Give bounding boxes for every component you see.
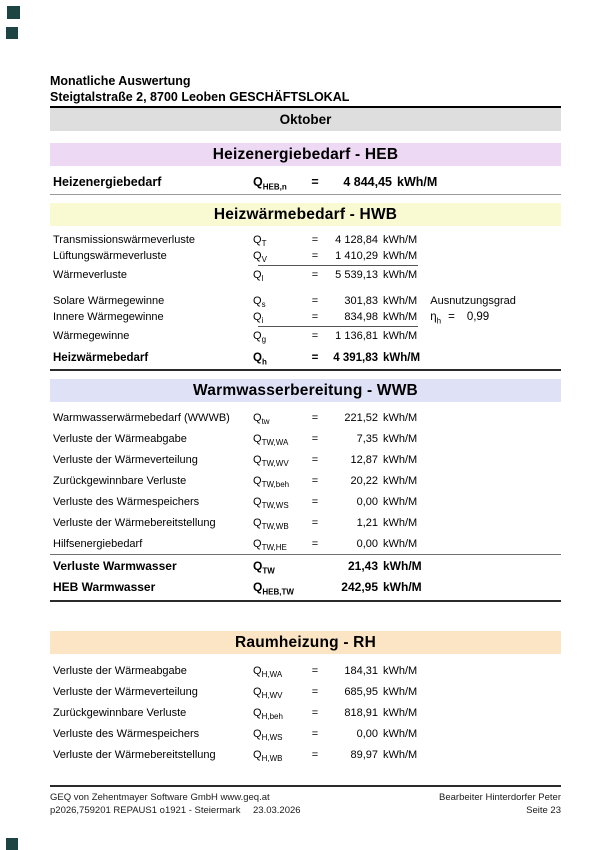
- row-value: 0,00: [356, 495, 378, 508]
- table-row: [50, 449, 561, 470]
- quantity-symbol-subscript: H,beh: [261, 711, 283, 721]
- wwb-rows: [50, 402, 561, 597]
- corner-mark: [6, 27, 18, 39]
- row-value: 0,00: [356, 727, 378, 740]
- row-label: Verluste des Wärmespeichers: [53, 495, 200, 508]
- table-row: [50, 555, 561, 576]
- row-unit: kWh/M: [383, 250, 418, 262]
- quantity-symbol: $Q_{H,WV}$: [253, 685, 283, 700]
- table-row: [50, 681, 561, 702]
- row-label: Zurückgewinnbare Verluste: [53, 706, 187, 719]
- row-value: 4 844,45: [343, 175, 392, 189]
- table-row: [50, 428, 561, 449]
- equals-sign: =: [311, 727, 319, 740]
- row-unit: kWh/M: [383, 516, 418, 529]
- hwb-rows: [50, 226, 561, 366]
- table-row: [50, 248, 561, 264]
- quantity-symbol: $Q_{TW,HE}$: [253, 537, 287, 552]
- quantity-symbol-subscript: TW: [262, 565, 275, 575]
- quantity-symbol-subscript: h: [261, 357, 267, 367]
- wwb-divider: [50, 600, 561, 602]
- footer-company: GEQ von Zehentmayer Software GmbH www.geq.at: [50, 792, 270, 803]
- table-row: [50, 723, 561, 744]
- quantity-symbol-subscript: V: [261, 255, 267, 265]
- row-unit: kWh/M: [383, 537, 418, 550]
- row-value: 7,35: [356, 432, 378, 445]
- quantity-symbol-subscript: TW,WB: [261, 521, 289, 531]
- equals-sign: =: [311, 706, 319, 719]
- section-header-hwb: [50, 203, 561, 226]
- quantity-symbol: $Q_{H,WA}$: [253, 664, 283, 679]
- equals-sign: =: [311, 453, 319, 466]
- quantity-symbol: $Q_{TW,WB}$: [253, 516, 289, 531]
- section-title-hwb: Heizwärmebedarf - HWB: [213, 205, 398, 223]
- quantity-symbol: $Q_{H,WB}$: [253, 748, 283, 763]
- quantity-symbol: $Q_{H,WS}$: [253, 727, 283, 742]
- row-value: 221,52: [344, 411, 378, 424]
- row-label: Verluste der Wärmeverteilung: [53, 453, 198, 466]
- row-unit: kWh/M: [383, 311, 418, 323]
- row-value: 4 128,84: [335, 234, 378, 246]
- equals-sign: =: [311, 295, 319, 307]
- row-value: 89,97: [350, 748, 378, 761]
- efficiency-note: [430, 311, 490, 326]
- quantity-symbol-subscript: H,WA: [261, 669, 283, 679]
- equals-sign: =: [311, 352, 319, 364]
- equals-sign: =: [311, 175, 319, 189]
- page-footer: [50, 785, 561, 817]
- equals-sign: =: [311, 474, 319, 487]
- row-unit: kWh/M: [383, 685, 418, 698]
- section-title-wwb: Warmwasserbereitung - WWB: [193, 381, 418, 399]
- heb-divider: [50, 194, 561, 195]
- row-label: Lüftungswärmeverluste: [53, 250, 167, 262]
- row-value: 1 136,81: [335, 330, 378, 342]
- quantity-symbol-subscript: tw: [261, 416, 270, 426]
- row-value: 20,22: [350, 474, 378, 487]
- footer-date: 23.03.2026: [253, 805, 301, 816]
- footer-project: p2026,759201 REPAUS1 o1921 - Steiermark: [50, 805, 241, 816]
- quantity-symbol-subscript: g: [261, 335, 267, 345]
- footer-line-1: [50, 791, 561, 804]
- row-unit: kWh/M: [383, 558, 422, 573]
- row-gap: [50, 283, 561, 293]
- quantity-symbol: $Q_{TW,beh}$: [253, 474, 290, 489]
- equals-sign: =: [311, 250, 319, 262]
- row-label: Verluste der Wärmebereitstellung: [53, 748, 216, 761]
- quantity-symbol: $Q_s$: [253, 295, 266, 310]
- row-value: 0,00: [356, 537, 378, 550]
- row-unit: kWh/M: [383, 727, 418, 740]
- row-label: Wärmegewinne: [53, 330, 130, 342]
- report-title: Monatliche Auswertung: [50, 74, 191, 88]
- table-row: [50, 267, 561, 283]
- quantity-symbol-subscript: s: [261, 300, 266, 310]
- quantity-symbol: $Q_{tw}$: [253, 411, 270, 426]
- row-value: 834,98: [344, 311, 378, 323]
- table-row: [50, 293, 561, 309]
- quantity-symbol-subscript: H,WB: [261, 753, 283, 763]
- month-label: Oktober: [279, 112, 332, 127]
- doc-header: [50, 73, 561, 105]
- row-unit: kWh/M: [383, 453, 418, 466]
- sum-rule: [258, 265, 418, 266]
- row-unit: kWh/M: [383, 579, 422, 594]
- row-unit: kWh/M: [383, 706, 418, 719]
- table-row: [50, 350, 561, 366]
- row-label: Heizwärmebedarf: [53, 352, 149, 364]
- quantity-symbol-subscript: TW,WA: [261, 437, 289, 447]
- quantity-symbol: $Q_h$: [253, 352, 267, 367]
- row-unit: kWh/M: [383, 474, 418, 487]
- table-row: [50, 232, 561, 248]
- quantity-symbol: $Q_{TW}$: [253, 558, 275, 575]
- report-content: [50, 0, 561, 817]
- table-row: [50, 744, 561, 765]
- quantity-symbol-subscript: TW,HE: [261, 542, 287, 552]
- row-value: 685,95: [344, 685, 378, 698]
- quantity-symbol-subscript: TW,WS: [261, 500, 289, 510]
- row-unit: kWh/M: [383, 748, 418, 761]
- row-value: 4 391,83: [333, 352, 378, 364]
- equals-sign: =: [311, 330, 319, 342]
- equals-sign: =: [311, 311, 319, 323]
- quantity-symbol-subscript: H,WS: [261, 732, 283, 742]
- row-value: 818,91: [344, 706, 378, 719]
- table-row: [50, 407, 561, 428]
- quantity-symbol: $Q_{TW,WV}$: [253, 453, 289, 468]
- row-value: 12,87: [350, 453, 378, 466]
- eta-value: 0,99: [466, 311, 490, 323]
- section-header-rh: [50, 631, 561, 654]
- quantity-symbol: $Q_{TW,WA}$: [253, 432, 289, 447]
- row-label: HEB Warmwasser: [53, 579, 156, 594]
- footer-spacer: [301, 804, 527, 817]
- row-label: Heizenergiebedarf: [53, 175, 162, 189]
- quantity-symbol: $Q_{HEB,n}$: [253, 175, 287, 192]
- row-value: 301,83: [344, 295, 378, 307]
- quantity-symbol-subscript: HEB,TW: [262, 586, 294, 596]
- quantity-symbol: $Q_{H,beh}$: [253, 706, 283, 721]
- quantity-symbol: $Q_{TW,WS}$: [253, 495, 289, 510]
- row-label: Transmissionswärmeverluste: [53, 234, 196, 246]
- section-title-rh: Raumheizung - RH: [235, 633, 376, 651]
- quantity-symbol: $Q_l$: [253, 269, 264, 284]
- equals-sign: =: [311, 234, 319, 246]
- quantity-symbol-subscript: TW,WV: [261, 458, 289, 468]
- equals-sign: =: [311, 685, 319, 698]
- row-value: 5 539,13: [335, 269, 378, 281]
- hwb-divider: [50, 369, 561, 371]
- table-row: [50, 173, 561, 191]
- equals-sign: =: [311, 748, 319, 761]
- row-value: 242,95: [341, 579, 378, 594]
- row-label: Wärmeverluste: [53, 269, 127, 281]
- footer-spacer: [270, 791, 439, 804]
- quantity-symbol-subscript: T: [261, 239, 267, 249]
- equals-sign: =: [311, 537, 319, 550]
- equals-sign: =: [311, 516, 319, 529]
- eta-symbol-subscript: h: [436, 316, 442, 326]
- equals-sign: =: [311, 432, 319, 445]
- report-address: Steigtalstraße 2, 8700 Leoben GESCHÄFTSLOKAL: [50, 90, 350, 104]
- row-label: Verluste der Wärmeverteilung: [53, 685, 198, 698]
- row-value: 21,43: [347, 558, 378, 573]
- quantity-symbol: $Q_V$: [253, 250, 267, 265]
- table-row: [50, 470, 561, 491]
- row-unit: kWh/M: [383, 234, 418, 246]
- sum-rule: [258, 326, 418, 327]
- section-header-heb: [50, 143, 561, 166]
- table-row: [50, 576, 561, 597]
- row-unit: kWh/M: [383, 330, 418, 342]
- row-unit: kWh/M: [397, 175, 438, 189]
- row-unit: kWh/M: [383, 269, 418, 281]
- table-row: [50, 702, 561, 723]
- quantity-symbol: $Q_i$: [253, 311, 264, 326]
- row-label: Verluste Warmwasser: [53, 558, 177, 573]
- footer-editor: Bearbeiter Hinterdorfer Peter: [439, 792, 561, 803]
- row-label: Verluste der Wärmeabgabe: [53, 432, 187, 445]
- row-label: Warmwasserwärmebedarf (WWWB): [53, 411, 230, 424]
- quantity-symbol-subscript: l: [261, 274, 264, 284]
- quantity-symbol: $Q_T$: [253, 234, 267, 249]
- row-unit: kWh/M: [383, 495, 418, 508]
- quantity-symbol: $Q_g$: [253, 330, 267, 345]
- quantity-symbol-subscript: HEB,n: [262, 182, 287, 192]
- quantity-symbol-subscript: TW,beh: [261, 479, 290, 489]
- footer-divider: [50, 785, 561, 787]
- row-value: 1 410,29: [335, 250, 378, 262]
- row-label: Verluste des Wärmespeichers: [53, 727, 200, 740]
- equals-sign: =: [311, 411, 319, 424]
- eta-equals: =: [448, 311, 455, 323]
- corner-mark: [6, 838, 18, 850]
- table-row: [50, 512, 561, 533]
- row-unit: kWh/M: [383, 432, 418, 445]
- table-row: [50, 328, 561, 344]
- table-row: [50, 533, 561, 554]
- note-label: Ausnutzungsgrad: [430, 295, 516, 307]
- row-unit: kWh/M: [383, 352, 421, 364]
- heb-rows: [50, 166, 561, 191]
- month-bar: [50, 108, 561, 131]
- row-value: 1,21: [356, 516, 378, 529]
- row-unit: kWh/M: [383, 411, 418, 424]
- equals-sign: =: [311, 664, 319, 677]
- equals-sign: =: [311, 269, 319, 281]
- quantity-symbol-subscript: i: [261, 316, 264, 326]
- table-row: [50, 309, 561, 325]
- corner-mark: [7, 6, 20, 19]
- row-label: Verluste der Wärmebereitstellung: [53, 516, 216, 529]
- quantity-symbol: $Q_{HEB,TW}$: [253, 579, 294, 596]
- row-value: 184,31: [344, 664, 378, 677]
- eta-symbol: $\eta_h$: [430, 311, 442, 326]
- equals-sign: =: [311, 495, 319, 508]
- section-title-heb: Heizenergiebedarf - HEB: [212, 145, 399, 163]
- row-label: Zurückgewinnbare Verluste: [53, 474, 187, 487]
- row-label: Verluste der Wärmeabgabe: [53, 664, 187, 677]
- row-label: Solare Wärmegewinne: [53, 295, 165, 307]
- row-label: Innere Wärmegewinne: [53, 311, 164, 323]
- row-unit: kWh/M: [383, 295, 418, 307]
- rh-rows: [50, 654, 561, 765]
- table-row: [50, 660, 561, 681]
- row-label: Hilfsenergiebedarf: [53, 537, 143, 550]
- quantity-symbol-subscript: H,WV: [261, 690, 283, 700]
- section-header-wwb: [50, 379, 561, 402]
- footer-page-number: Seite 23: [526, 805, 561, 816]
- footer-line-2: [50, 804, 561, 817]
- row-unit: kWh/M: [383, 664, 418, 677]
- table-row: [50, 491, 561, 512]
